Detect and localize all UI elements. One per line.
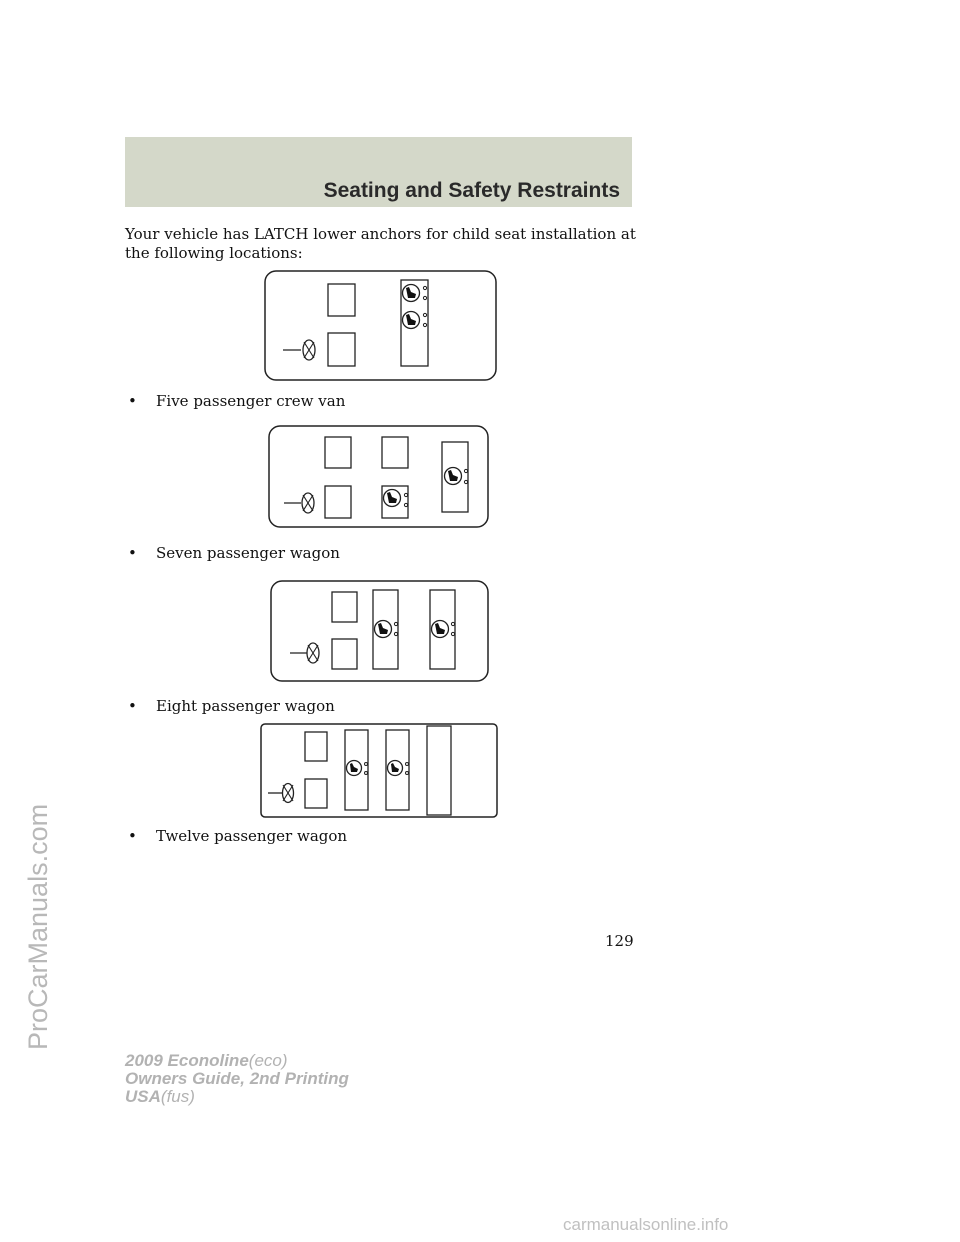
footer-printing: Owners Guide, 2nd Printing: [125, 1069, 349, 1088]
front-seat-icon: [305, 779, 327, 808]
child-seat-icon: [403, 312, 420, 329]
footer-region: USA: [125, 1087, 161, 1106]
child-seat-icon: [388, 761, 403, 776]
bullet: •: [128, 392, 137, 410]
bullet: •: [128, 827, 137, 845]
seating-diagram-five-passenger: [264, 270, 497, 381]
rear-bench-seat-icon: [427, 726, 451, 815]
caption-text: Twelve passenger wagon: [156, 827, 348, 845]
front-seat-icon: [332, 592, 357, 622]
seating-diagram-seven-passenger: [268, 425, 489, 528]
site-watermark: ProCarManuals.com: [23, 803, 53, 1050]
section-title: Seating and Safety Restraints: [323, 179, 620, 202]
child-seat-icon: [445, 468, 462, 485]
intro-paragraph: Your vehicle has LATCH lower anchors for child seat installation at the following locations:: [125, 225, 636, 262]
front-seat-icon: [332, 639, 357, 669]
caption-five-passenger: [128, 392, 345, 410]
front-seat-icon: [305, 732, 327, 761]
child-seat-icon: [432, 621, 449, 638]
bullet: •: [128, 544, 137, 562]
footer-model-code: (eco): [248, 1051, 288, 1070]
child-seat-icon: [384, 490, 401, 507]
caption-text: Eight passenger wagon: [156, 697, 335, 715]
child-seat-icon: [403, 285, 420, 302]
captain-seat-icon: [382, 437, 408, 468]
caption-text: Seven passenger wagon: [156, 544, 340, 562]
front-seat-icon: [328, 284, 355, 316]
seating-diagram-eight-passenger: [270, 580, 489, 682]
child-seat-icon: [375, 621, 392, 638]
bullet: •: [128, 697, 137, 715]
caption-twelve-passenger: [128, 827, 347, 845]
footer-model: 2009 Econoline: [125, 1051, 249, 1070]
seating-diagram-twelve-passenger: [260, 723, 498, 818]
child-seat-icon: [347, 761, 362, 776]
front-seat-icon: [325, 437, 351, 468]
caption-eight-passenger: [128, 697, 335, 715]
page-number: 129: [605, 932, 634, 950]
caption-seven-passenger: [128, 544, 340, 562]
site-footer: carmanualsonline.info: [563, 1215, 729, 1234]
footer-region-code: (fus): [160, 1087, 195, 1106]
document-footer: [125, 1052, 349, 1106]
section-header: [125, 137, 632, 207]
front-seat-icon: [328, 333, 355, 366]
front-seat-icon: [325, 486, 351, 518]
caption-text: Five passenger crew van: [156, 392, 346, 410]
